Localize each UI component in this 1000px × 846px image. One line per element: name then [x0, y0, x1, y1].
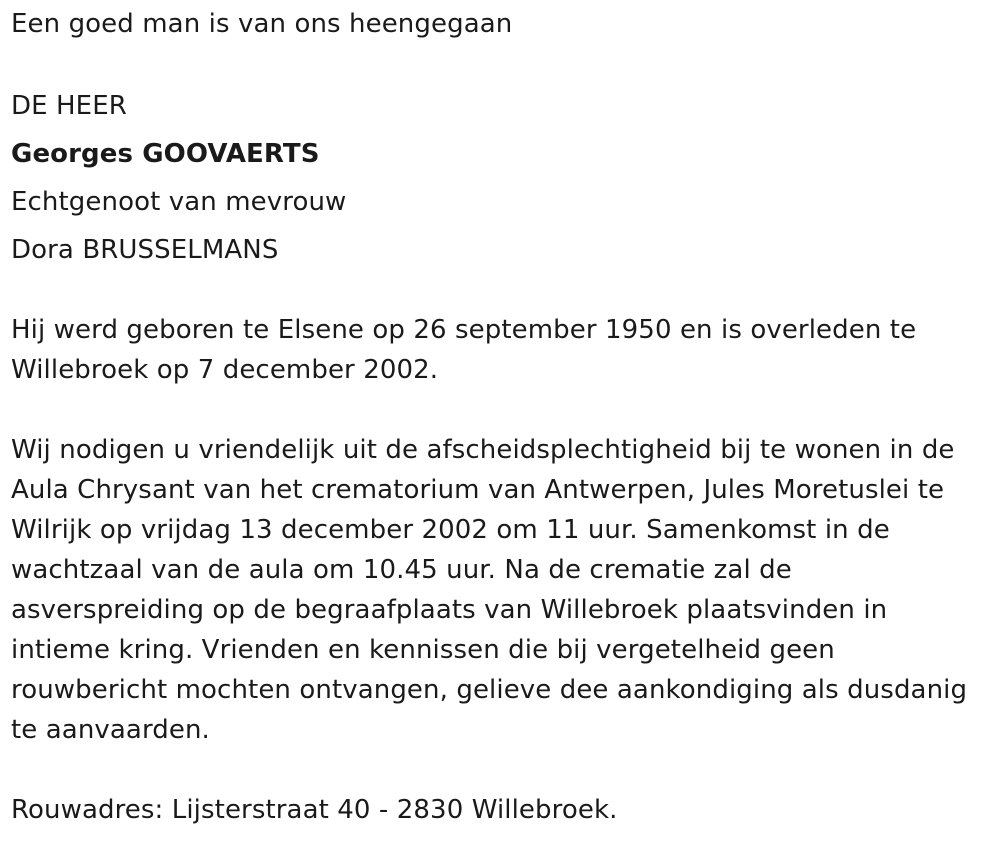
- paragraph-line: rouwbericht mochten ontvangen, gelieve dee aankondiging als dusdanig: [11, 675, 968, 705]
- honorific: DE HEER: [11, 91, 127, 121]
- paragraph-line: Wij nodigen u vriendelijk uit de afscheidsplechtigheid bij te wonen in de: [11, 435, 955, 465]
- paragraph-line: Hij werd geboren te Elsene op 26 september 1950 en is overleden te: [11, 315, 917, 345]
- paragraph-line: Willebroek op 7 december 2002.: [11, 355, 439, 385]
- paragraph-line: intieme kring. Vrienden en kennissen die bij vergetelheid geen: [11, 635, 835, 665]
- spouse-name: Dora BRUSSELMANS: [11, 235, 279, 265]
- paragraph-line: asverspreiding op de begraafplaats van Willebroek plaatsvinden in: [11, 595, 888, 625]
- birth-death-paragraph: [11, 310, 916, 390]
- heading-text: Een goed man is van ons heengegaan: [11, 9, 513, 39]
- paragraph-line: wachtzaal van de aula om 10.45 uur. Na de crematie zal de: [11, 555, 792, 585]
- paragraph-line: Aula Chrysant van het crematorium van Antwerpen, Jules Moretuslei te: [11, 475, 945, 505]
- deceased-name: Georges GOOVAERTS: [11, 139, 320, 169]
- relation-text: Echtgenoot van mevrouw: [11, 187, 347, 217]
- paragraph-line: Wilrijk op vrijdag 13 december 2002 om 11 uur. Samenkomst in de: [11, 515, 890, 545]
- address-text: Rouwadres: Lijsterstraat 40 - 2830 Willebroek.: [11, 795, 618, 825]
- invitation-paragraph: [11, 430, 967, 750]
- paragraph-line: te aanvaarden.: [11, 715, 210, 745]
